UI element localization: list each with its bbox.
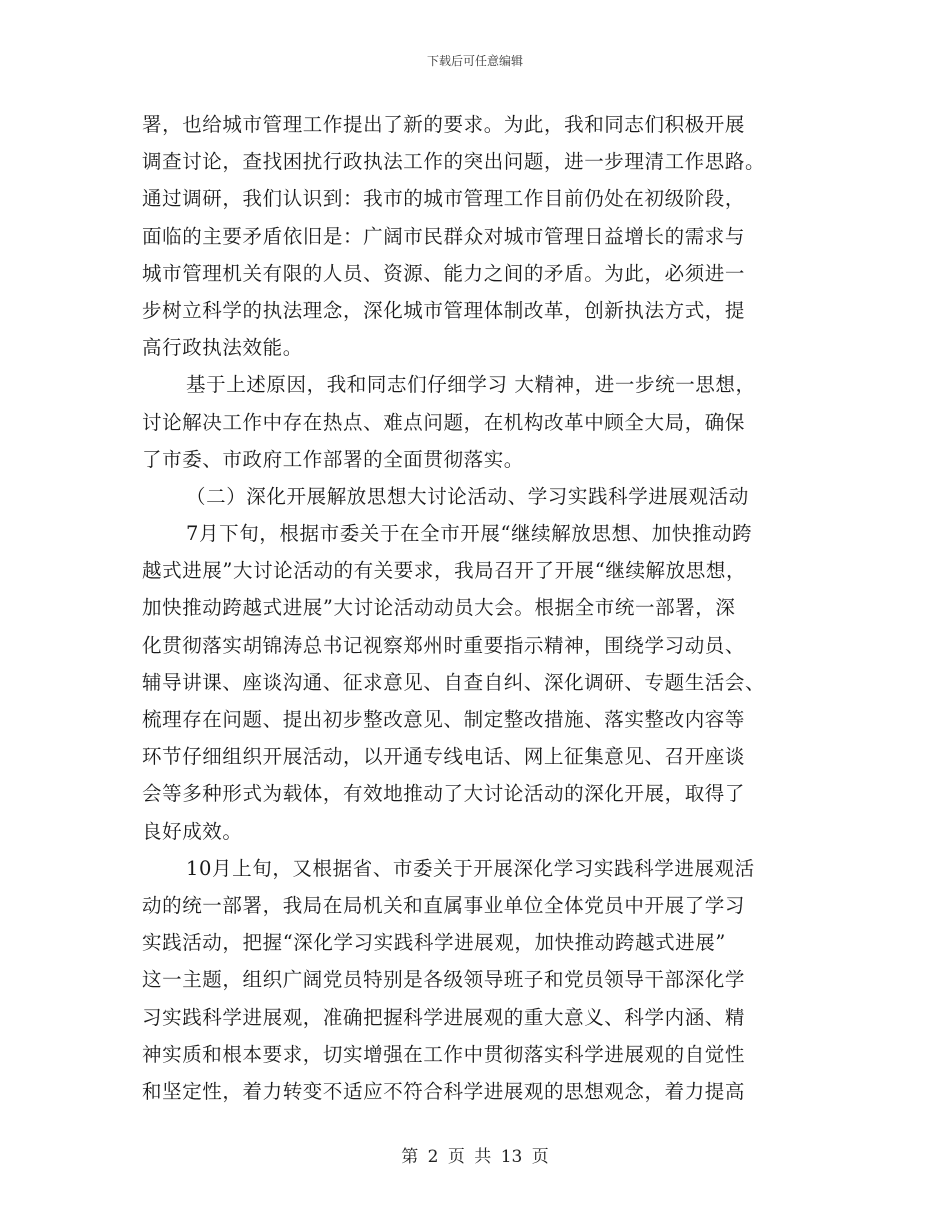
text-line: 越式进展”大讨论活动的有关要求，我局召开了开展“继续解放思想， (142, 559, 747, 583)
text-line: 习实践科学进展观，准确把握科学进展观的重大意义、科学内涵、精 (142, 1005, 746, 1029)
page-number-footer: 第 2 页 共 13 页 (401, 1147, 549, 1167)
text-line: 高行政执法效能。 (142, 336, 303, 360)
text-line: 10月上旬，又根据省、市委关于开展深化学习实践科学进展观活 (186, 856, 755, 880)
page-header: 下载后可任意编辑 (426, 54, 523, 68)
text-line: 讨论解决工作中存在热点、难点问题，在机构改革中顾全大局，确保 (142, 410, 746, 434)
text-line: 和坚定性，着力转变不适应不符合科学进展观的思想观念，着力提高 (142, 1079, 746, 1103)
text-line: 步树立科学的执法理念，深化城市管理体制改革，创新执法方式，提 (142, 298, 746, 322)
text-line: 神实质和根本要求，切实增强在工作中贯彻落实科学进展观的自觉性 (142, 1042, 746, 1066)
text-line: 辅导讲课、座谈沟通、征求意见、自查自纠、深化调研、专题生活会、 (142, 670, 766, 694)
text-line: 实践活动，把握“深化学习实践科学进展观，加快推动跨越式进展” (142, 931, 726, 955)
text-line: 这一主题，组织广阔党员特别是各级领导班子和党员领导干部深化学 (142, 968, 746, 992)
text-line: 署，也给城市管理工作提出了新的要求。为此，我和同志们积极开展 (142, 113, 746, 136)
text-line: 通过调研，我们认识到：我市的城市管理工作目前仍处在初级阶段， (142, 187, 746, 211)
text-line: 调查讨论，查找困扰行政执法工作的突出问题，进一步理清工作思路。 (142, 150, 766, 174)
document-body (142, 106, 810, 1110)
text-line: 城市管理机关有限的人员、资源、能力之间的矛盾。为此，必须进一 (142, 261, 746, 285)
text-line: 7月下旬，根据市委关于在全市开展“继续解放思想、加快推动跨 (186, 522, 753, 546)
text-line: 良好成效。 (142, 819, 243, 843)
text-line: 了市委、市政府工作部署的全面贯彻落实。 (142, 447, 524, 471)
text-line: 加快推动跨越式进展”大讨论活动动员大会。根据全市统一部署，深 (142, 596, 736, 620)
text-line: （二）深化开展解放思想大讨论活动、学习实践科学进展观活动 (186, 484, 749, 508)
text-line: 梳理存在问题、提出初步整改意见、制定整改措施、落实整改内容等 (142, 708, 746, 731)
text-line: 动的统一部署，我局在局机关和直属事业单位全体党员中开展了学习 (142, 893, 746, 917)
text-line: 化贯彻落实胡锦涛总书记视察郑州时重要指示精神，围绕学习动员、 (142, 633, 746, 657)
text-line: 环节仔细组织开展活动，以开通专线电话、网上征集意见、召开座谈 (142, 745, 746, 769)
text-line: 基于上述原因，我和同志们仔细学习 大精神，进一步统一思想， (186, 373, 756, 397)
text-line: 会等多种形式为载体，有效地推动了大讨论活动的深化开展，取得了 (142, 782, 746, 806)
text-line: 面临的主要矛盾依旧是：广阔市民群众对城市管理日益增长的需求与 (142, 224, 746, 248)
